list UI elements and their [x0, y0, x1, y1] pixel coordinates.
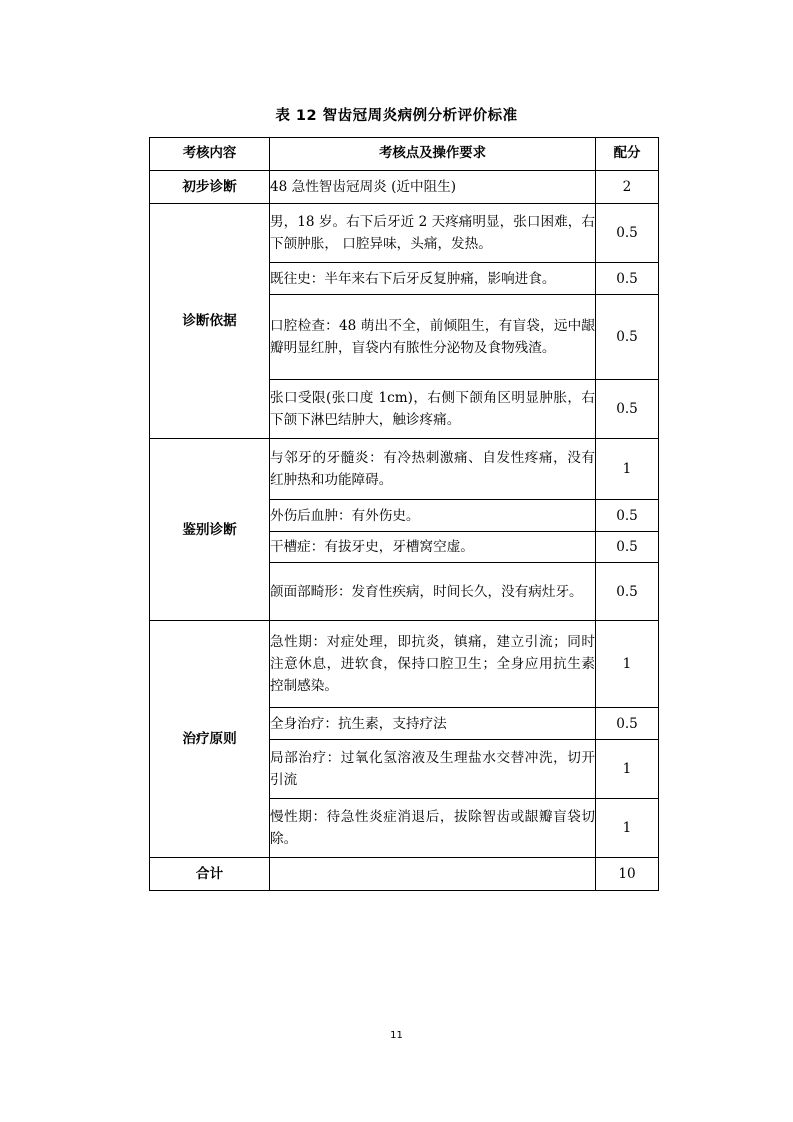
requirement-cell: 男，18 岁。右下后牙近 2 天疼痛明显，张口困难，右下颌肿胀， 口腔异味，头痛，发热。: [270, 204, 596, 263]
score-cell: 1: [596, 740, 659, 799]
table-row: [150, 204, 659, 263]
score-cell: 1: [596, 621, 659, 708]
score-cell: 1: [596, 439, 659, 500]
category-cell: 初步诊断: [150, 171, 270, 204]
requirement-cell: 急性期：对症处理，即抗炎，镇痛，建立引流；同时注意休息，进软食，保持口腔卫生；全身应用抗生素控制感染。: [270, 621, 596, 708]
requirement-cell: 慢性期：待急性炎症消退后，拔除智齿或龈瓣盲袋切除。: [270, 799, 596, 858]
score-cell: 0.5: [596, 563, 659, 621]
score-cell: 0.5: [596, 380, 659, 439]
table-row: [150, 171, 659, 204]
evaluation-table: [149, 137, 659, 891]
score-cell: 0.5: [596, 500, 659, 532]
table-title: 表 12 智齿冠周炎病例分析评价标准: [275, 108, 518, 124]
score-cell: 1: [596, 799, 659, 858]
requirement-cell: 外伤后血肿：有外伤史。: [270, 500, 596, 532]
total-row: [150, 858, 659, 891]
table-row: [150, 439, 659, 500]
table-row: [150, 621, 659, 708]
score-cell: 0.5: [596, 532, 659, 563]
total-label: 合计: [150, 858, 270, 891]
requirement-cell: 既往史：半年来右下后牙反复肿痛，影响进食。: [270, 263, 596, 295]
header-category: 考核内容: [150, 138, 270, 171]
category-cell: 治疗原则: [150, 621, 270, 858]
requirement-cell: 颌面部畸形：发育性疾病，时间长久，没有病灶牙。: [270, 563, 596, 621]
requirement-cell: 局部治疗：过氧化氢溶液及生理盐水交替冲洗，切开引流: [270, 740, 596, 799]
page-number: 11: [390, 1030, 403, 1041]
requirement-cell: 与邻牙的牙髓炎：有冷热刺激痛、自发性疼痛，没有红肿热和功能障碍。: [270, 439, 596, 500]
score-cell: 0.5: [596, 204, 659, 263]
header-requirement: 考核点及操作要求: [270, 138, 596, 171]
requirement-cell: 干槽症：有拔牙史，牙槽窝空虚。: [270, 532, 596, 563]
total-score: 10: [596, 858, 659, 891]
score-cell: 0.5: [596, 263, 659, 295]
score-cell: 0.5: [596, 295, 659, 380]
table-header-row: [150, 138, 659, 171]
category-cell: 诊断依据: [150, 204, 270, 439]
requirement-cell: 48 急性智齿冠周炎 (近中阻生): [270, 171, 596, 204]
category-cell: 鉴别诊断: [150, 439, 270, 621]
score-cell: 2: [596, 171, 659, 204]
score-cell: 0.5: [596, 708, 659, 740]
requirement-cell: 口腔检查：48 萌出不全，前倾阻生，有盲袋，远中龈瓣明显红肿，盲袋内有脓性分泌物及食物残渣。: [270, 295, 596, 380]
total-requirement: [270, 858, 596, 891]
header-score: 配分: [596, 138, 659, 171]
requirement-cell: 全身治疗：抗生素，支持疗法: [270, 708, 596, 740]
requirement-cell: 张口受限(张口度 1cm)，右侧下颌角区明显肿胀，右下颌下淋巴结肿大，触诊疼痛。: [270, 380, 596, 439]
